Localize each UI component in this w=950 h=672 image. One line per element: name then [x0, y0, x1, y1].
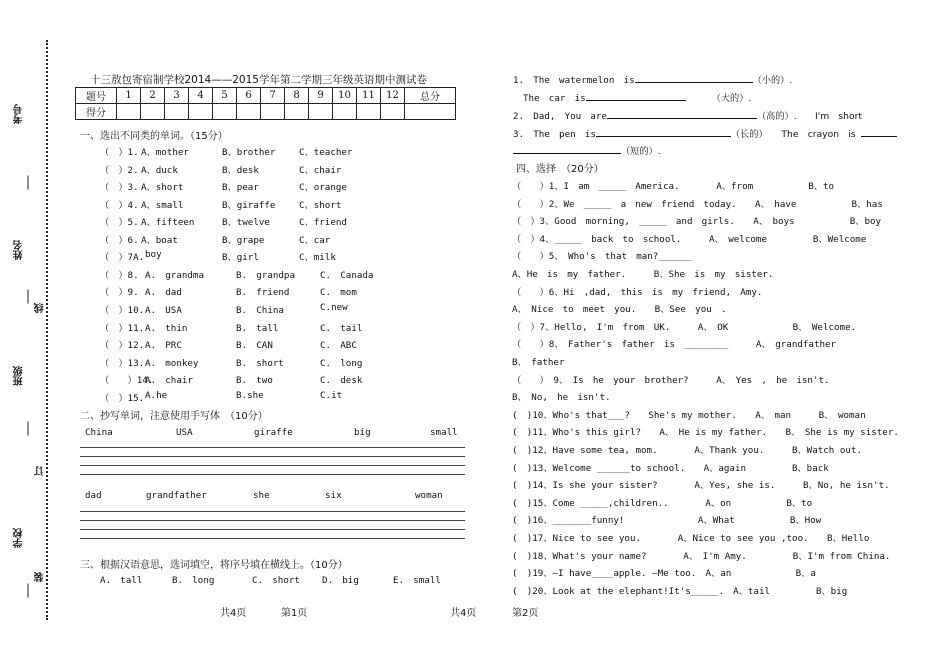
- table-cell: 7: [261, 88, 285, 104]
- choice-question-line: ( )16、_______funny! A、What B、How: [512, 515, 822, 526]
- answer-blank[interactable]: [861, 127, 897, 137]
- table-cell: 总分: [405, 88, 456, 104]
- choice-option[interactable]: A、short: [141, 182, 184, 193]
- choice-question-line: （ ）3、Good morning, _____ and girls. A、 boys B、boy: [512, 216, 882, 227]
- writing-line[interactable]: [80, 447, 465, 448]
- answer-blank[interactable]: [596, 127, 731, 137]
- zhuang-label: 装: [35, 572, 46, 582]
- fill-line-5: [513, 143, 661, 157]
- exam-title: 十三敖包寄宿制学校2014——2015学年第二学期三年级英语期中测试卷: [90, 74, 427, 86]
- table-cell: 9: [309, 88, 333, 104]
- choice-option[interactable]: C.it: [320, 390, 343, 401]
- choice-question-line: ( )20、Look at the elephant!It's_____. A、tail B、big: [512, 586, 848, 597]
- choice-option[interactable]: C、friend: [299, 217, 347, 228]
- option-label: D. big: [322, 575, 359, 586]
- choice-option[interactable]: C. tail: [320, 323, 363, 334]
- option-label: A. tall: [100, 575, 143, 586]
- copy-word: big: [354, 427, 371, 438]
- choice-option[interactable]: B. two: [236, 375, 273, 386]
- score-cell[interactable]: [309, 104, 333, 120]
- writing-line[interactable]: [80, 511, 465, 512]
- writing-line[interactable]: [80, 529, 465, 530]
- name-underline: [28, 290, 29, 304]
- choice-option[interactable]: boy: [145, 249, 162, 260]
- question-number: （ ）2.: [100, 165, 139, 176]
- fill-text: 2. Dad, You are: [513, 111, 607, 122]
- choice-question-line: ( )19、—I have____apple. —Me too. A、an B、a: [512, 568, 816, 579]
- footer-page-number: 第1页: [281, 608, 308, 619]
- school-label: 学校: [14, 528, 25, 548]
- question-number: （ ）9.: [100, 287, 139, 298]
- question-number: （ ）3.: [100, 182, 139, 193]
- choice-option[interactable]: A、small: [141, 200, 184, 211]
- choice-option[interactable]: A、mother: [141, 147, 189, 158]
- choice-option[interactable]: C、teacher: [299, 147, 353, 158]
- table-cell: 题号: [76, 88, 117, 104]
- choice-option[interactable]: B. friend: [236, 287, 290, 298]
- choice-option[interactable]: A. PRC: [145, 340, 182, 351]
- copy-word: China: [85, 427, 113, 438]
- table-cell: 5: [213, 88, 237, 104]
- table-cell: 6: [237, 88, 261, 104]
- fill-hint: （长的） The crayon is: [730, 129, 856, 140]
- choice-option[interactable]: B、pear: [222, 182, 259, 193]
- choice-question-line: （ ） 9、 Is he your brother? A、 Yes , he isn't.: [512, 375, 830, 386]
- choice-option[interactable]: A、fifteen: [141, 217, 195, 228]
- choice-question-line: ( )10、Who's that___? She's my mother. A、 man B、 woman: [512, 410, 866, 421]
- section4-title: 四、选择 （20分）: [516, 164, 604, 175]
- question-number: （ ）5.: [100, 217, 139, 228]
- score-cell[interactable]: [189, 104, 213, 120]
- choice-option[interactable]: C. mom: [320, 287, 357, 298]
- fill-line-3: [513, 108, 862, 122]
- school-underline: [28, 584, 29, 598]
- question-number: （ ）6.: [100, 235, 139, 246]
- score-table: [75, 87, 456, 120]
- option-label: B. long: [172, 575, 215, 586]
- writing-line[interactable]: [80, 456, 465, 457]
- score-cell[interactable]: [165, 104, 189, 120]
- question-number: （ ）13.: [100, 358, 145, 369]
- choice-option[interactable]: B、desk: [222, 165, 259, 176]
- footer-total-pages: 共4页: [220, 608, 247, 619]
- choice-option[interactable]: B、girl: [222, 252, 259, 263]
- choice-question-line: ( )12、Have some tea, mom. A、Thank you. B、Watch out.: [512, 445, 862, 456]
- choice-option[interactable]: C、short: [299, 200, 342, 211]
- section3-title: 三、根据汉语意思，选词填空，将序号填在横线上。（10分）: [80, 560, 348, 571]
- copy-word: she: [253, 490, 270, 501]
- choice-option[interactable]: B. tall: [236, 323, 279, 334]
- table-cell: 得分: [76, 104, 117, 120]
- question-number: （ ）4.: [100, 200, 139, 211]
- choice-option[interactable]: C.new: [320, 302, 348, 313]
- choice-question-line: B、 father: [512, 357, 565, 368]
- choice-option[interactable]: B、brother: [222, 147, 276, 158]
- score-cell[interactable]: [141, 104, 165, 120]
- option-label: C. short: [252, 575, 300, 586]
- choice-question-line: （ ）6、Hi ,dad, this is my friend, Amy.: [512, 287, 763, 298]
- footer-total-pages: 共4页: [450, 608, 477, 619]
- choice-question-line: ( )17、Nice to see you. A、Nice to see you ,too. B、Hello: [512, 533, 870, 544]
- choice-question-line: B、 No, he isn't.: [512, 392, 611, 403]
- choice-option[interactable]: C、milk: [299, 252, 336, 263]
- choice-option[interactable]: A. grandma: [145, 270, 204, 281]
- fill-line-4: [513, 126, 897, 140]
- copy-word: dad: [85, 490, 102, 501]
- question-number: （ ）11.: [100, 323, 145, 334]
- choice-question-line: （ ）5、 Who's that man?______: [512, 251, 692, 262]
- fill-hint: （大的）.: [711, 93, 752, 104]
- score-cell[interactable]: [381, 104, 405, 120]
- fill-line-1: [513, 72, 792, 86]
- choice-option[interactable]: B、giraffe: [222, 200, 276, 211]
- fill-text: 1. The watermelon is: [513, 75, 635, 86]
- section2-title: 二、抄写单词，注意使用手写体 （10分）: [80, 411, 268, 422]
- copy-word: small: [430, 427, 458, 438]
- class-underline: [28, 422, 29, 436]
- answer-blank[interactable]: [513, 144, 621, 154]
- table-cell: 8: [285, 88, 309, 104]
- fill-hint: （短的）.: [621, 146, 661, 157]
- choice-question-line: （ ）7、Hello, I'm from UK. A、 OK B、 Welcome.: [512, 322, 857, 333]
- score-cell[interactable]: [405, 104, 456, 120]
- choice-option[interactable]: A、boat: [141, 235, 178, 246]
- fill-text: The car is: [523, 93, 586, 104]
- copy-word: USA: [176, 427, 193, 438]
- answer-blank[interactable]: [607, 109, 757, 119]
- writing-line[interactable]: [80, 538, 465, 539]
- question-number: （ ）1.: [100, 147, 139, 158]
- choice-question-line: ( )13、Welcome ______to school. A、again B、back: [512, 463, 829, 474]
- choice-option[interactable]: A. chair: [145, 375, 193, 386]
- choice-option[interactable]: A. USA: [145, 305, 182, 316]
- choice-option[interactable]: B. CAN: [236, 340, 273, 351]
- exam-no-label: 考号: [14, 104, 25, 124]
- choice-option[interactable]: A、duck: [141, 165, 178, 176]
- binding-dotted-line: [46, 40, 48, 620]
- choice-option[interactable]: B.she: [236, 390, 264, 401]
- fill-text: 3. The pen is: [513, 129, 596, 140]
- choice-option[interactable]: B. grandpa: [236, 270, 295, 281]
- copy-word: six: [325, 490, 342, 501]
- copy-word: woman: [415, 490, 443, 501]
- class-label: 班级: [14, 366, 25, 386]
- choice-question-line: （ ）4、_____ back to school. A、 welcome B、Welcome: [512, 234, 867, 245]
- score-cell[interactable]: [261, 104, 285, 120]
- score-cell[interactable]: [237, 104, 261, 120]
- choice-option[interactable]: C、orange: [299, 182, 347, 193]
- writing-line[interactable]: [80, 465, 465, 466]
- choice-question-line: ( )18、What's your name? A、 I'm Amy. B、I'm from China.: [512, 551, 891, 562]
- choice-option[interactable]: B、twelve: [222, 217, 270, 228]
- score-cell[interactable]: [117, 104, 141, 120]
- choice-question-line: （ ）2、We _____ a new friend today. A、 have B、has: [512, 199, 883, 210]
- choice-option[interactable]: A. thin: [145, 323, 188, 334]
- question-number: （ ）10.: [100, 305, 145, 316]
- question-number: （ ）14.: [100, 375, 154, 386]
- section1-title: 一、选出不同类的单词。（15分）: [80, 131, 228, 142]
- choice-option[interactable]: C、car: [299, 235, 331, 246]
- copy-word: grandfather: [146, 490, 207, 501]
- score-cell[interactable]: [285, 104, 309, 120]
- answer-blank[interactable]: [586, 91, 686, 101]
- footer-page-number: 第2页: [512, 608, 539, 619]
- choice-option[interactable]: C. ABC: [320, 340, 357, 351]
- choice-option[interactable]: B、grape: [222, 235, 265, 246]
- table-cell: 12: [381, 88, 405, 104]
- question-number: （ ）15.: [100, 393, 145, 404]
- table-cell: 3: [165, 88, 189, 104]
- choice-question-line: （ ）1、I am _____ America. A、from B、to: [512, 181, 835, 192]
- choice-option[interactable]: C. long: [320, 358, 363, 369]
- choice-question-line: A、 Nice to meet you. B、See you .: [512, 304, 727, 315]
- choice-option[interactable]: C、chair: [299, 165, 342, 176]
- score-table-header-row: [76, 88, 456, 104]
- choice-question-line: （ ）8、 Father's father is ________ A、 grandfather: [512, 339, 837, 350]
- ding-label: 订: [35, 466, 46, 476]
- score-cell[interactable]: [213, 104, 237, 120]
- fill-line-2: [523, 90, 751, 104]
- score-table-score-row: [76, 104, 456, 120]
- question-number: （ ）12.: [100, 340, 145, 351]
- question-number: （ ）7A.: [100, 252, 145, 263]
- choice-question-line: A、He is my father. B、She is my sister.: [512, 269, 774, 280]
- question-number: （ ）8.: [100, 270, 139, 281]
- score-cell[interactable]: [357, 104, 381, 120]
- choice-option[interactable]: C. Canada: [320, 270, 374, 281]
- copy-word: giraffe: [254, 427, 293, 438]
- line-label: 线: [35, 303, 46, 313]
- name-label: 姓名: [14, 240, 25, 260]
- choice-question-line: ( )11、Who's this girl? A、 He is my father. B、 She is my sister.: [512, 427, 899, 438]
- table-cell: 1: [117, 88, 141, 104]
- choice-question-line: ( )14、Is she your sister? A、Yes, she is. B、No, he isn't.: [512, 480, 890, 491]
- table-cell: 10: [333, 88, 357, 104]
- choice-option[interactable]: A. monkey: [145, 358, 199, 369]
- writing-line[interactable]: [80, 520, 465, 521]
- option-label: E. small: [393, 575, 441, 586]
- fill-hint: （高的）. I'm short: [756, 111, 862, 122]
- choice-option[interactable]: B. China: [236, 305, 284, 316]
- score-cell[interactable]: [333, 104, 357, 120]
- fill-hint: （小的）.: [752, 75, 793, 86]
- table-cell: 11: [357, 88, 381, 104]
- table-cell: 4: [189, 88, 213, 104]
- exam-no-underline: [28, 176, 29, 190]
- choice-option[interactable]: B. short: [236, 358, 284, 369]
- choice-option[interactable]: C. desk: [320, 375, 363, 386]
- choice-question-line: ( )15、Come _____,children.. A、on B、to: [512, 498, 813, 509]
- choice-option[interactable]: A.he: [145, 390, 168, 401]
- table-cell: 2: [141, 88, 165, 104]
- writing-line[interactable]: [80, 474, 465, 475]
- answer-blank[interactable]: [635, 73, 753, 83]
- choice-option[interactable]: A. dad: [145, 287, 182, 298]
